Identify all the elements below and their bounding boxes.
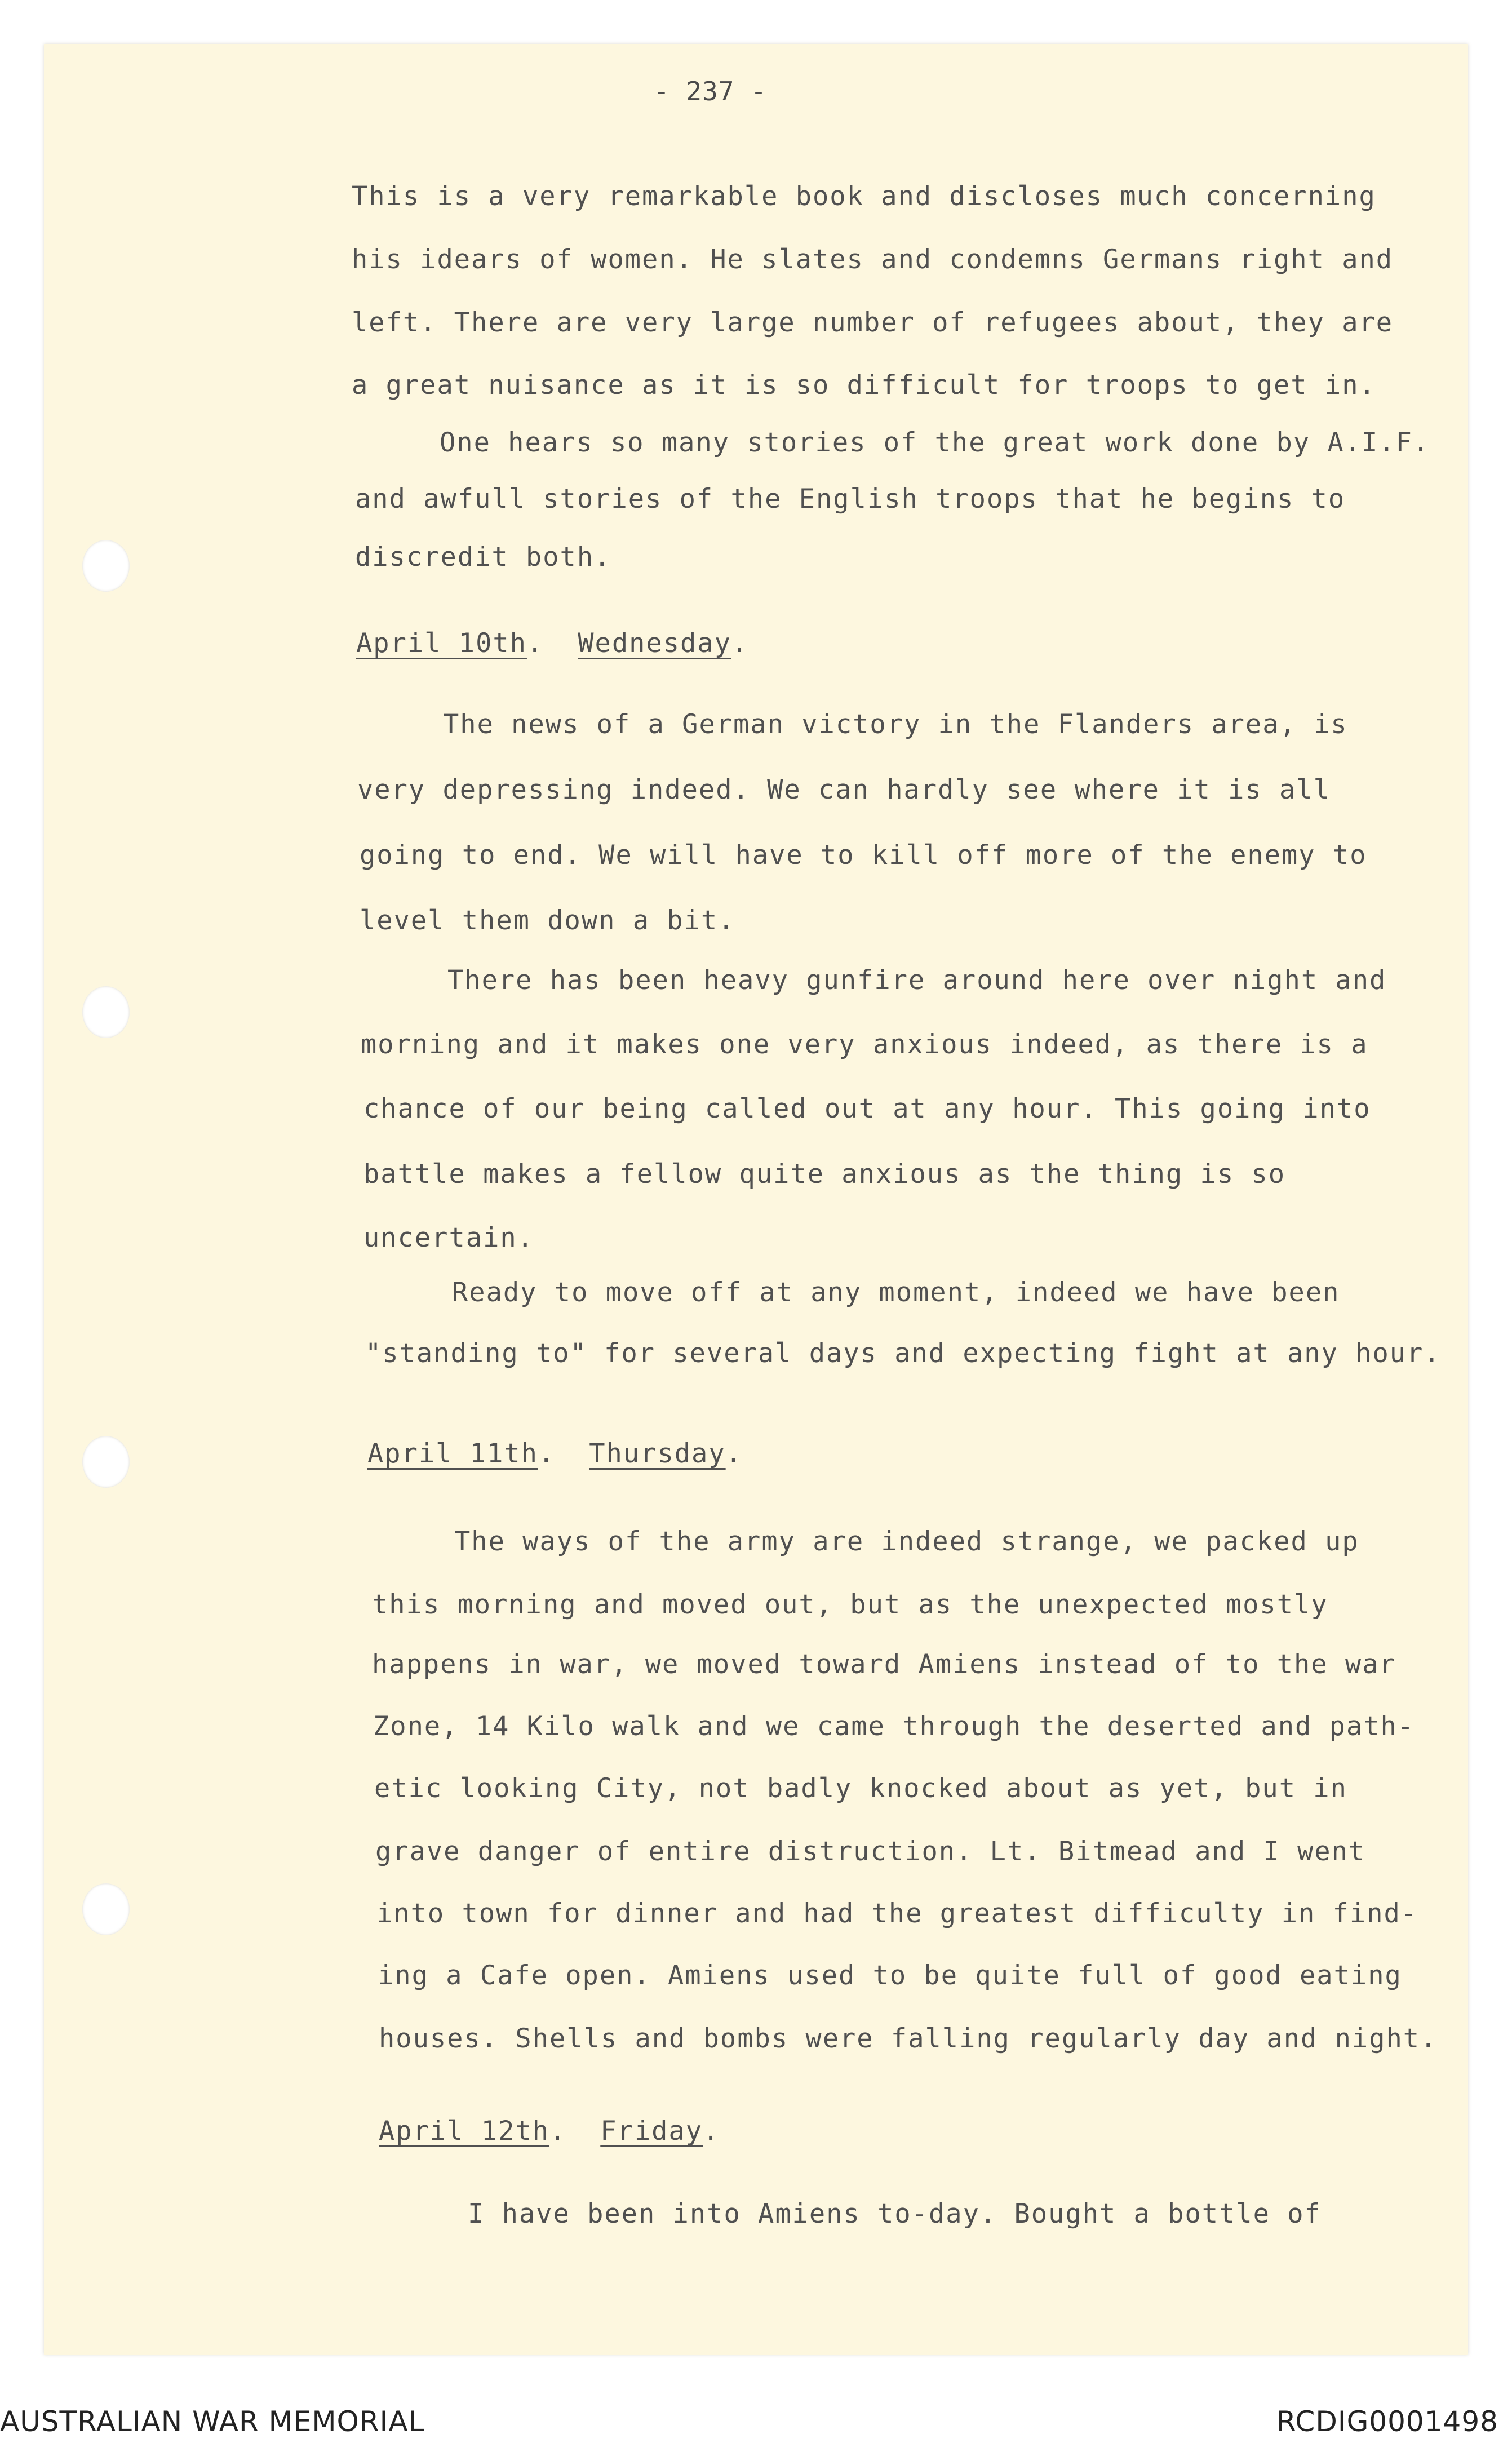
- text-line: "standing to" for several days and expecting fight at any hour.: [365, 1338, 1441, 1369]
- text-line: his idears of women. He slates and condemns Germans right and: [352, 244, 1394, 275]
- text-line: a great nuisance as it is so difficult for troops to get in.: [352, 370, 1376, 401]
- punch-hole: [82, 1436, 130, 1488]
- text-line: very depressing indeed. We can hardly see where it is all: [357, 774, 1331, 805]
- text-line: I have been into Amiens to-day. Bought a bottle of: [468, 2198, 1322, 2229]
- text-line: The ways of the army are indeed strange, we packed up: [454, 1526, 1359, 1557]
- text-line: this morning and moved out, but as the unexpected mostly: [372, 1589, 1328, 1620]
- text-line: morning and it makes one very anxious indeed, as there is a: [361, 1029, 1368, 1060]
- text-line: chance of our being called out at any hour. This going into: [363, 1093, 1371, 1124]
- text-line: One hears so many stories of the great work done by A.I.F.: [440, 427, 1430, 458]
- text-line: happens in war, we moved toward Amiens instead of to the war: [372, 1649, 1396, 1680]
- entry-heading: April 11th. Thursday.: [367, 1438, 743, 1469]
- text-line: left. There are very large number of refugees about, they are: [352, 307, 1394, 338]
- text-line: discredit both.: [355, 542, 611, 573]
- entry-date: April 10th: [356, 628, 527, 659]
- text-line: etic looking City, not badly knocked about as yet, but in: [374, 1773, 1347, 1804]
- punch-hole: [82, 986, 130, 1038]
- text-line: grave danger of entire distruction. Lt. Bitmead and I went: [375, 1836, 1366, 1867]
- entry-heading: April 12th. Friday.: [379, 2116, 720, 2147]
- text-line: uncertain.: [363, 1222, 534, 1253]
- text-line: The news of a German victory in the Flanders area, is: [443, 709, 1348, 740]
- punch-hole: [82, 540, 130, 592]
- entry-date: April 12th: [379, 2116, 549, 2147]
- footer-record-id: RCDIG0001498: [1276, 2405, 1498, 2438]
- text-line: Ready to move off at any moment, indeed we have been: [452, 1277, 1340, 1308]
- text-line: going to end. We will have to kill off more of the enemy to: [360, 840, 1367, 871]
- text-line: and awfull stories of the English troops that he begins to: [355, 484, 1346, 515]
- text-line: Zone, 14 Kilo walk and we came through the deserted and path-: [373, 1711, 1415, 1742]
- text-line: There has been heavy gunfire around here over night and: [447, 965, 1387, 996]
- entry-day: Thursday: [589, 1438, 726, 1469]
- footer-institution: AUSTRALIAN WAR MEMORIAL: [0, 2405, 425, 2438]
- text-line: houses. Shells and bombs were falling regularly day and night.: [379, 2023, 1438, 2054]
- punch-hole: [82, 1883, 130, 1935]
- text-line: ing a Cafe open. Amiens used to be quite full of good eating: [378, 1960, 1402, 1991]
- page-number: - 237 -: [654, 76, 767, 107]
- entry-heading: April 10th. Wednesday.: [356, 628, 749, 659]
- text-line: level them down a bit.: [360, 905, 735, 936]
- entry-date: April 11th: [367, 1438, 538, 1469]
- entry-day: Friday: [600, 2116, 703, 2147]
- text-line: into town for dinner and had the greatest difficulty in find-: [376, 1898, 1418, 1929]
- text-line: This is a very remarkable book and discloses much concerning: [352, 181, 1376, 212]
- text-line: battle makes a fellow quite anxious as the thing is so: [363, 1159, 1286, 1190]
- entry-day: Wednesday: [578, 628, 731, 659]
